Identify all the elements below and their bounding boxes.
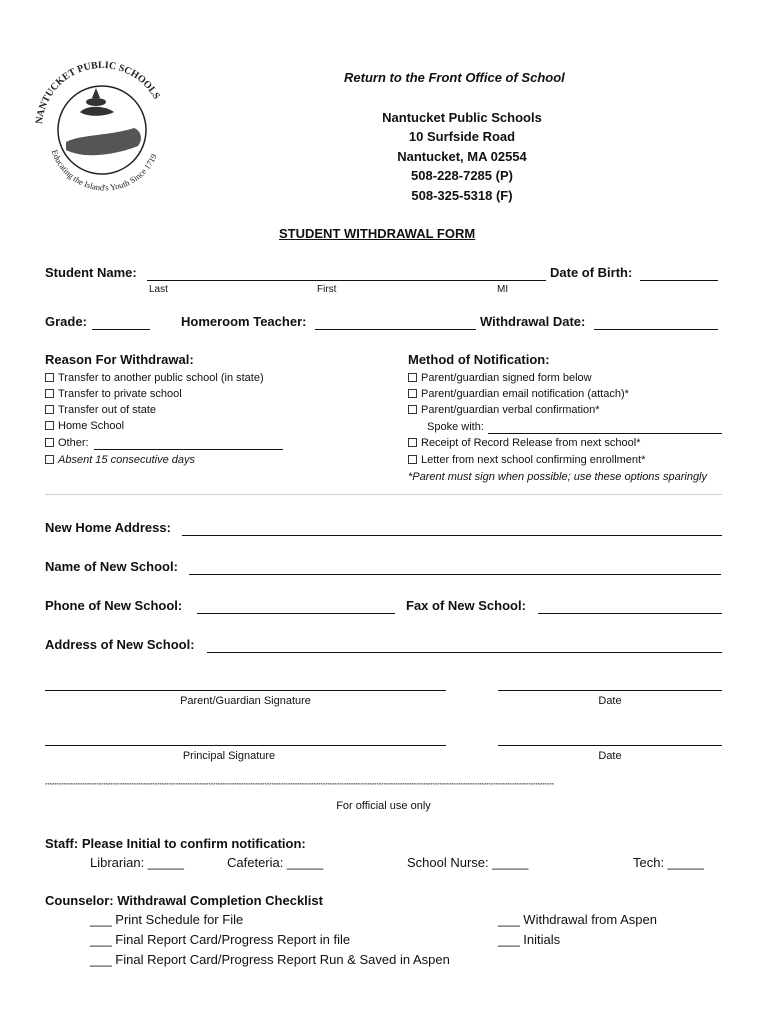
- cafeteria-initial[interactable]: Cafeteria: _____: [227, 855, 324, 870]
- nurse-initial[interactable]: School Nurse: _____: [407, 855, 529, 870]
- spoke-with-label: Spoke with:: [427, 421, 484, 433]
- parent-date-field[interactable]: [498, 690, 722, 691]
- checkbox[interactable]: [408, 455, 417, 464]
- homeroom-teacher-label: Homeroom Teacher:: [181, 314, 307, 329]
- school-seal-logo: [22, 50, 182, 200]
- org-phone: 508-228-7285 (P): [411, 168, 513, 183]
- checkbox[interactable]: [45, 373, 54, 382]
- checklist-item[interactable]: ___ Final Report Card/Progress Report in file: [90, 932, 351, 947]
- org-fax: 508-325-5318 (F): [411, 188, 513, 203]
- new-school-name-label: Name of New School:: [45, 559, 178, 574]
- principal-signature-caption: Principal Signature: [182, 750, 276, 762]
- reason-option[interactable]: Transfer to another public school (in state): [45, 372, 264, 384]
- new-home-address-label: New Home Address:: [45, 520, 171, 535]
- checkbox[interactable]: [45, 405, 54, 414]
- grade-label: Grade:: [45, 314, 87, 329]
- checklist-item[interactable]: ___ Final Report Card/Progress Report Run & Saved in Aspen: [90, 952, 450, 967]
- reason-option[interactable]: Home School: [45, 420, 124, 432]
- new-home-address-field[interactable]: [182, 535, 722, 536]
- form-title: STUDENT WITHDRAWAL FORM: [279, 226, 476, 241]
- new-school-address-label: Address of New School:: [45, 637, 195, 652]
- principal-date-field[interactable]: [498, 745, 722, 746]
- new-school-phone-field[interactable]: [197, 613, 395, 614]
- checkbox[interactable]: [408, 389, 417, 398]
- checkbox[interactable]: [45, 455, 54, 464]
- reason-heading: Reason For Withdrawal:: [45, 352, 194, 367]
- checkbox[interactable]: [45, 438, 54, 447]
- student-name-label: Student Name:: [45, 265, 137, 280]
- parent-date-caption: Date: [598, 695, 622, 707]
- reason-option[interactable]: Transfer out of state: [45, 404, 156, 416]
- checkbox[interactable]: [408, 438, 417, 447]
- principal-signature-field[interactable]: [45, 745, 446, 746]
- new-school-fax-label: Fax of New School:: [406, 598, 526, 613]
- return-instruction: Return to the Front Office of School: [344, 70, 565, 85]
- spoke-with-field[interactable]: [488, 433, 722, 434]
- svg-text:Educating the Island's Youth S: Educating the Island's Youth Since 1719: [49, 148, 159, 193]
- checkbox[interactable]: [408, 373, 417, 382]
- student-name-field[interactable]: [147, 280, 546, 281]
- reason-option-other[interactable]: Other:: [45, 437, 89, 449]
- method-note: *Parent must sign when possible; use these options sparingly: [408, 471, 708, 483]
- sub-label-mi: MI: [497, 284, 509, 295]
- checklist-item[interactable]: ___ Initials: [498, 932, 561, 947]
- dob-field[interactable]: [640, 280, 718, 281]
- staff-heading: Staff: Please Initial to confirm notification:: [45, 836, 306, 851]
- sub-label-last: Last: [149, 284, 168, 295]
- new-school-name-field[interactable]: [189, 574, 721, 575]
- reason-option[interactable]: Absent 15 consecutive days: [45, 454, 195, 466]
- svg-text:NANTUCKET PUBLIC SCHOOLS: NANTUCKET PUBLIC SCHOOLS: [34, 59, 162, 125]
- official-use-label: For official use only: [336, 800, 431, 812]
- method-option[interactable]: Parent/guardian signed form below: [408, 372, 592, 384]
- parent-signature-caption: Parent/Guardian Signature: [180, 695, 311, 707]
- dob-label: Date of Birth:: [550, 265, 633, 280]
- new-school-address-field[interactable]: [207, 652, 722, 653]
- parent-signature-field[interactable]: [45, 690, 446, 691]
- homeroom-teacher-field[interactable]: [315, 329, 476, 330]
- other-reason-field[interactable]: [94, 449, 283, 450]
- reason-option[interactable]: Transfer to private school: [45, 388, 182, 400]
- checklist-item[interactable]: ___ Print Schedule for File: [90, 912, 244, 927]
- checklist-item[interactable]: ___ Withdrawal from Aspen: [498, 912, 657, 927]
- withdrawal-date-field[interactable]: [594, 329, 718, 330]
- librarian-initial[interactable]: Librarian: _____: [90, 855, 184, 870]
- method-option[interactable]: Parent/guardian email notification (attach)*: [408, 388, 629, 400]
- withdrawal-date-label: Withdrawal Date:: [480, 314, 586, 329]
- method-option[interactable]: Parent/guardian verbal confirmation*: [408, 404, 600, 416]
- new-school-fax-field[interactable]: [538, 613, 722, 614]
- org-city: Nantucket, MA 02554: [397, 149, 527, 164]
- counselor-heading: Counselor: Withdrawal Completion Checklist: [45, 893, 323, 908]
- checkbox[interactable]: [45, 421, 54, 430]
- principal-date-caption: Date: [598, 750, 622, 762]
- section-divider: [45, 494, 722, 495]
- sub-label-first: First: [317, 284, 337, 295]
- method-option[interactable]: Letter from next school confirming enrollment*: [408, 454, 645, 466]
- org-street: 10 Surfside Road: [408, 129, 516, 144]
- tech-initial[interactable]: Tech: _____: [633, 855, 704, 870]
- method-option[interactable]: Receipt of Record Release from next school*: [408, 437, 641, 449]
- method-heading: Method of Notification:: [408, 352, 550, 367]
- star-separator: **************************************************************************************************************************************************************************************************************************: [45, 783, 555, 789]
- new-school-phone-label: Phone of New School:: [45, 598, 183, 613]
- org-name: Nantucket Public Schools: [382, 110, 542, 125]
- grade-field[interactable]: [92, 329, 150, 330]
- checkbox[interactable]: [45, 389, 54, 398]
- checkbox[interactable]: [408, 405, 417, 414]
